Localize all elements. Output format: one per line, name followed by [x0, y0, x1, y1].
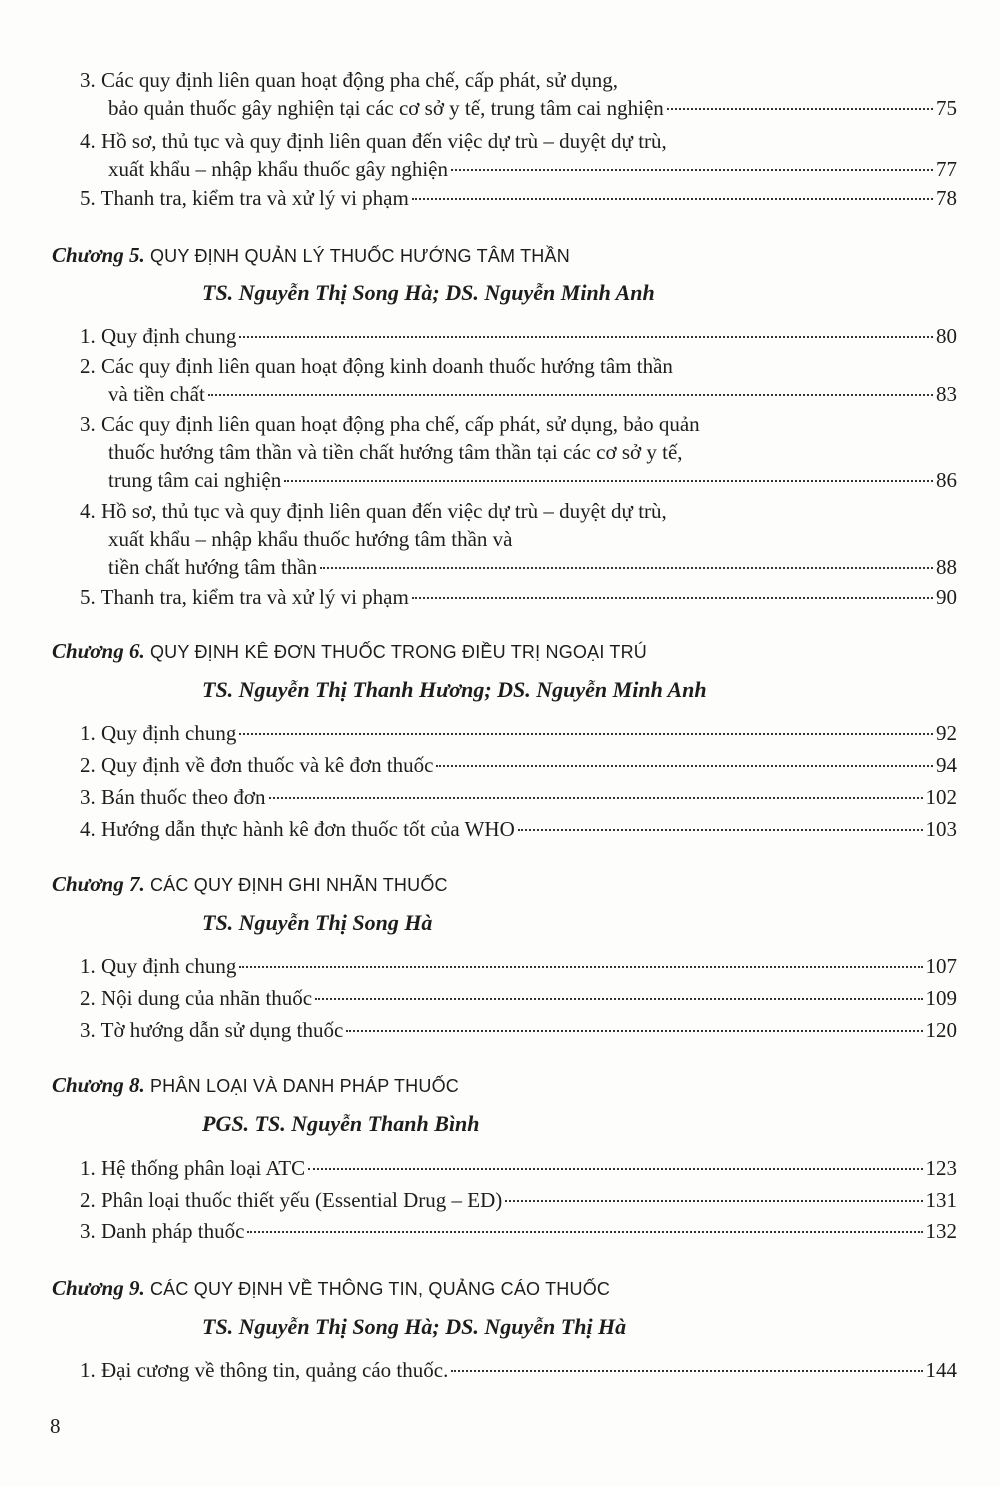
chapter-heading — [52, 637, 647, 666]
toc-entry-text: 1. Hệ thống phân loại ATC — [80, 1156, 306, 1180]
toc-page-number: 102 — [925, 785, 957, 809]
toc-entry — [80, 497, 957, 581]
dot-leader — [315, 998, 922, 1000]
toc-entry-text: xuất khẩu – nhập khẩu thuốc gây nghiện — [108, 157, 448, 181]
toc-entry — [80, 127, 957, 183]
toc-entry-text: xuất khẩu – nhập khẩu thuốc hướng tâm thần và — [108, 527, 513, 551]
toc-entry-text: thuốc hướng tâm thần và tiền chất hướng tâm thần tại các cơ sở y tế, — [108, 440, 683, 464]
chapter-label: Chương 6. — [52, 639, 145, 663]
dot-leader — [284, 480, 933, 482]
toc-entry — [80, 1186, 957, 1214]
chapter-authors: TS. Nguyễn Thị Song Hà; DS. Nguyễn Minh Anh — [202, 280, 655, 305]
page-number: 8 — [50, 1414, 61, 1438]
toc-entry-line — [80, 380, 957, 408]
toc-entry-line — [80, 1154, 957, 1182]
toc-entry — [80, 952, 957, 980]
toc-entry-line — [80, 184, 957, 212]
toc-entry-line — [80, 1016, 957, 1044]
toc-entry — [80, 184, 957, 212]
toc-entry — [80, 1217, 957, 1245]
toc-entry-text: 2. Quy định về đơn thuốc và kê đơn thuốc — [80, 753, 434, 777]
chapter-authors: TS. Nguyễn Thị Song Hà; DS. Nguyễn Thị Hà — [202, 1314, 627, 1339]
toc-entry-text: 5. Thanh tra, kiểm tra và xử lý vi phạm — [80, 186, 409, 210]
toc-entry-line — [80, 155, 957, 183]
chapter-authors: TS. Nguyễn Thị Thanh Hương; DS. Nguyễn Minh Anh — [202, 677, 707, 702]
toc-entry — [80, 352, 957, 408]
toc-entry-text: bảo quản thuốc gây nghiện tại các cơ sở y tế, trung tâm cai nghiện — [108, 96, 664, 120]
chapter-heading — [52, 241, 570, 270]
dot-leader — [346, 1030, 922, 1032]
toc-entry-text: 2. Các quy định liên quan hoạt động kinh doanh thuốc hướng tâm thần — [80, 354, 673, 378]
dot-leader — [667, 108, 933, 110]
toc-entry-line — [80, 94, 957, 122]
dot-leader — [239, 336, 933, 338]
toc-entry-line — [80, 322, 957, 350]
toc-page-number: 83 — [936, 382, 957, 406]
chapter-title: CÁC QUY ĐỊNH VỀ THÔNG TIN, QUẢNG CÁO THUỐC — [149, 1279, 611, 1299]
toc-page-number: 94 — [936, 753, 957, 777]
dot-leader — [269, 797, 923, 799]
toc-entry-text: 4. Hồ sơ, thủ tục và quy định liên quan đến việc dự trù – duyệt dự trù, — [80, 129, 667, 153]
toc-entry-line — [80, 984, 957, 1012]
toc-entry-text: 4. Hồ sơ, thủ tục và quy định liên quan đến việc dự trù – duyệt dự trù, — [80, 499, 667, 523]
toc-entry — [80, 815, 957, 843]
toc-entry-line — [80, 1356, 957, 1384]
toc-entry-text: 1. Quy định chung — [80, 324, 237, 348]
dot-leader — [239, 733, 933, 735]
toc-entry — [80, 410, 957, 494]
toc-entry — [80, 783, 957, 811]
dot-leader — [451, 169, 933, 171]
toc-entry — [80, 984, 957, 1012]
chapter-authors: TS. Nguyễn Thị Song Hà — [202, 910, 433, 935]
chapter-label: Chương 5. — [52, 243, 145, 267]
toc-entry — [80, 1016, 957, 1044]
chapter-label: Chương 8. — [52, 1073, 145, 1097]
toc-entry-text: 3. Tờ hướng dẫn sử dụng thuốc — [80, 1018, 344, 1042]
toc-page-number: 103 — [925, 817, 957, 841]
toc-page-number: 77 — [936, 157, 957, 181]
toc-entry — [80, 1154, 957, 1182]
dot-leader — [451, 1370, 922, 1372]
dot-leader — [239, 966, 922, 968]
toc-entry-text: 1. Quy định chung — [80, 954, 237, 978]
chapter-title: QUY ĐỊNH KÊ ĐƠN THUỐC TRONG ĐIỀU TRỊ NGOẠI TRÚ — [149, 642, 647, 662]
toc-entry-text: 3. Các quy định liên quan hoạt động pha chế, cấp phát, sử dụng, bảo quản — [80, 412, 700, 436]
toc-entry-text: tiền chất hướng tâm thần — [108, 555, 318, 579]
toc-entry-line — [80, 751, 957, 779]
chapter-heading — [52, 870, 448, 899]
toc-page-number: 123 — [925, 1156, 957, 1180]
chapter-title: PHÂN LOẠI VÀ DANH PHÁP THUỐC — [149, 1076, 459, 1096]
toc-entry-line — [80, 719, 957, 747]
dot-leader — [518, 829, 923, 831]
toc-page-number: 144 — [925, 1358, 957, 1382]
toc-entry-text: 4. Hướng dẫn thực hành kê đơn thuốc tốt của WHO — [80, 817, 515, 841]
chapter-heading — [52, 1274, 610, 1303]
toc-entry-text: 3. Danh pháp thuốc — [80, 1219, 245, 1243]
toc-page-number: 90 — [936, 585, 957, 609]
toc-entry-line — [80, 1217, 957, 1245]
toc-entry-text: 2. Nội dung của nhãn thuốc — [80, 986, 313, 1010]
toc-entry — [80, 719, 957, 747]
toc-entry-text: 1. Đại cương về thông tin, quảng cáo thuốc. — [80, 1358, 449, 1382]
toc-page-number: 131 — [925, 1188, 957, 1212]
toc-page-number: 107 — [925, 954, 957, 978]
toc-entry — [80, 322, 957, 350]
dot-leader — [412, 198, 933, 200]
toc-page-number: 132 — [925, 1219, 957, 1243]
toc-page-number: 80 — [936, 324, 957, 348]
toc-entry-text: 3. Bán thuốc theo đơn — [80, 785, 266, 809]
toc-entry-line — [80, 583, 957, 611]
toc-entry-line — [80, 1186, 957, 1214]
toc-page-number: 75 — [936, 96, 957, 120]
dot-leader — [208, 394, 933, 396]
dot-leader — [247, 1231, 922, 1233]
toc-entry-text: 5. Thanh tra, kiểm tra và xử lý vi phạm — [80, 585, 409, 609]
toc-entry-line — [80, 466, 957, 494]
toc-entry-line — [80, 553, 957, 581]
chapter-label: Chương 7. — [52, 872, 145, 896]
dot-leader — [308, 1168, 922, 1170]
toc-entry-text: 3. Các quy định liên quan hoạt động pha chế, cấp phát, sử dụng, — [80, 68, 619, 92]
toc-entry-line — [80, 952, 957, 980]
dot-leader — [505, 1200, 922, 1202]
chapter-authors: PGS. TS. Nguyễn Thanh Bình — [202, 1111, 480, 1136]
toc-entry-line — [80, 783, 957, 811]
toc-entry — [80, 751, 957, 779]
dot-leader — [412, 597, 933, 599]
toc-page-number: 78 — [936, 186, 957, 210]
chapter-title: CÁC QUY ĐỊNH GHI NHÃN THUỐC — [149, 875, 448, 895]
toc-entry-line — [80, 815, 957, 843]
chapter-label: Chương 9. — [52, 1276, 145, 1300]
toc-page-number: 92 — [936, 721, 957, 745]
dot-leader — [320, 567, 933, 569]
toc-page-number: 88 — [936, 555, 957, 579]
toc-entry — [80, 1356, 957, 1384]
toc-entry — [80, 66, 957, 122]
dot-leader — [436, 765, 933, 767]
toc-entry-text: 1. Quy định chung — [80, 721, 237, 745]
toc-entry-text: và tiền chất — [108, 382, 205, 406]
toc-page-number: 120 — [925, 1018, 957, 1042]
chapter-heading — [52, 1071, 459, 1100]
toc-entry-text: 2. Phân loại thuốc thiết yếu (Essential Drug – ED) — [80, 1188, 503, 1212]
chapter-title: QUY ĐỊNH QUẢN LÝ THUỐC HƯỚNG TÂM THẦN — [149, 246, 570, 266]
toc-entry-text: trung tâm cai nghiện — [108, 468, 282, 492]
toc-page-number: 86 — [936, 468, 957, 492]
toc-page-number: 109 — [925, 986, 957, 1010]
toc-entry — [80, 583, 957, 611]
